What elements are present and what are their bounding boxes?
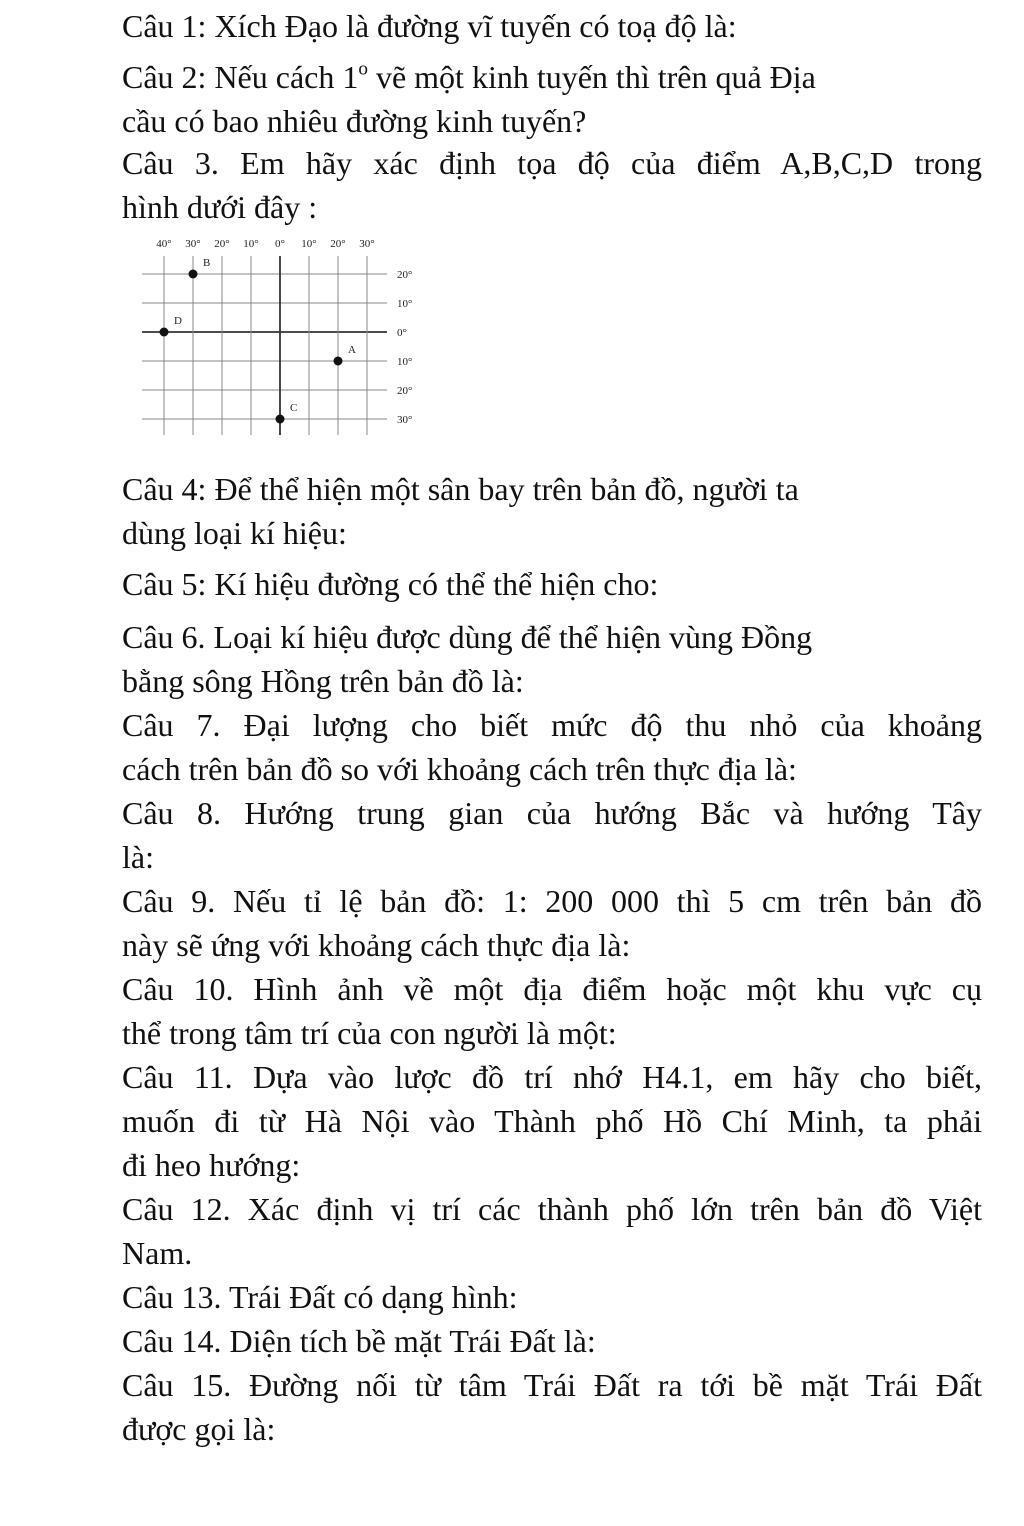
question-line: muốn đi từ Hà Nội vào Thành phố Hồ Chí Minh, ta phải xyxy=(122,1103,982,1139)
question-line: Câu 13. Trái Đất có dạng hình: xyxy=(122,1279,518,1315)
longitude-label: 40° xyxy=(156,238,172,250)
grid-points xyxy=(160,257,357,424)
question-line: này sẽ ứng với khoảng cách thực địa là: xyxy=(122,927,631,963)
latitude-labels xyxy=(397,269,412,426)
question-10 xyxy=(122,967,982,1055)
degree-symbol: o xyxy=(358,58,368,80)
coordinate-grid-figure xyxy=(140,228,440,448)
question-7 xyxy=(122,703,982,791)
longitude-label: 10° xyxy=(301,238,317,250)
point-d-label: D xyxy=(174,315,182,327)
question-line: được gọi là: xyxy=(122,1411,276,1447)
question-line: Câu 6. Loại kí hiệu được dùng để thể hiện vùng Đồng xyxy=(122,619,813,655)
question-6 xyxy=(122,615,982,703)
question-line: thể trong tâm trí của con người là một: xyxy=(122,1015,617,1051)
question-line: hình dưới đây : xyxy=(122,189,318,225)
question-line: Câu 5: Kí hiệu đường có thể thể hiện cho: xyxy=(122,566,659,602)
point-b-marker xyxy=(189,270,198,279)
question-line xyxy=(122,55,982,99)
longitude-label: 10° xyxy=(243,238,259,250)
question-line: bằng sông Hồng trên bản đồ là: xyxy=(122,663,524,699)
question-15 xyxy=(122,1363,982,1451)
question-line: Câu 4: Để thể hiện một sân bay trên bản đồ, người ta xyxy=(122,471,799,507)
question-8 xyxy=(122,791,982,879)
question-5 xyxy=(122,562,982,606)
question-line: Câu 7. Đại lượng cho biết mức độ thu nhỏ của khoảng xyxy=(122,707,982,743)
latitude-label: 20° xyxy=(397,385,413,397)
question-line: Câu 3. Em hãy xác định tọa độ của điểm A,B,C,D trong xyxy=(122,145,982,181)
question-9 xyxy=(122,879,982,967)
question-11 xyxy=(122,1055,982,1187)
question-line: Câu 1: Xích Đạo là đường vĩ tuyến có toạ độ là: xyxy=(122,8,737,44)
question-1 xyxy=(122,4,982,48)
question-line: là: xyxy=(122,839,154,875)
question-line: đi heo hướng: xyxy=(122,1147,301,1183)
latitude-label: 30° xyxy=(397,414,413,426)
question-line: Câu 9. Nếu tỉ lệ bản đồ: 1: 200 000 thì 5 cm trên bản đồ xyxy=(122,883,982,919)
latitude-label: 20° xyxy=(397,269,413,281)
question-line: Câu 8. Hướng trung gian của hướng Bắc và hướng Tây xyxy=(122,795,982,831)
latitude-label: 10° xyxy=(397,298,413,310)
question-line: cầu có bao nhiêu đường kinh tuyến? xyxy=(122,103,587,139)
question-12 xyxy=(122,1187,982,1275)
point-b-label: B xyxy=(203,257,211,269)
question-text: Câu 2: Nếu cách 1 xyxy=(122,59,359,95)
point-c-marker xyxy=(276,415,285,424)
question-3 xyxy=(122,141,982,229)
question-14 xyxy=(122,1319,982,1363)
question-line: Câu 12. Xác định vị trí các thành phố lớn trên bản đồ Việt xyxy=(122,1191,982,1227)
question-line: cách trên bản đồ so với khoảng cách trên thực địa là: xyxy=(122,751,797,787)
point-a-label: A xyxy=(348,344,356,356)
question-2 xyxy=(122,55,982,143)
latitude-label: 10° xyxy=(397,356,413,368)
longitude-label: 20° xyxy=(214,238,230,250)
longitude-label: 30° xyxy=(185,238,201,250)
question-13 xyxy=(122,1275,982,1319)
question-line: Câu 10. Hình ảnh về một địa điểm hoặc một khu vực cụ xyxy=(122,971,982,1007)
question-4 xyxy=(122,467,982,555)
longitude-label: 30° xyxy=(359,238,375,250)
point-d-marker xyxy=(160,328,169,337)
longitude-label: 0° xyxy=(275,238,285,250)
question-line: Câu 14. Diện tích bề mặt Trái Đất là: xyxy=(122,1323,596,1359)
point-c-label: C xyxy=(290,402,298,414)
question-text: vẽ một kinh tuyến thì trên quả Địa xyxy=(367,59,816,95)
question-line: Câu 11. Dựa vào lược đồ trí nhớ H4.1, em hãy cho biết, xyxy=(122,1059,982,1095)
longitude-labels xyxy=(156,238,374,250)
point-a-marker xyxy=(334,357,343,366)
question-line: dùng loại kí hiệu: xyxy=(122,515,347,551)
question-line: Nam. xyxy=(122,1235,193,1271)
latitude-label: 0° xyxy=(397,327,407,339)
longitude-label: 20° xyxy=(330,238,346,250)
question-line: Câu 15. Đường nối từ tâm Trái Đất ra tới bề mặt Trái Đất xyxy=(122,1367,982,1403)
